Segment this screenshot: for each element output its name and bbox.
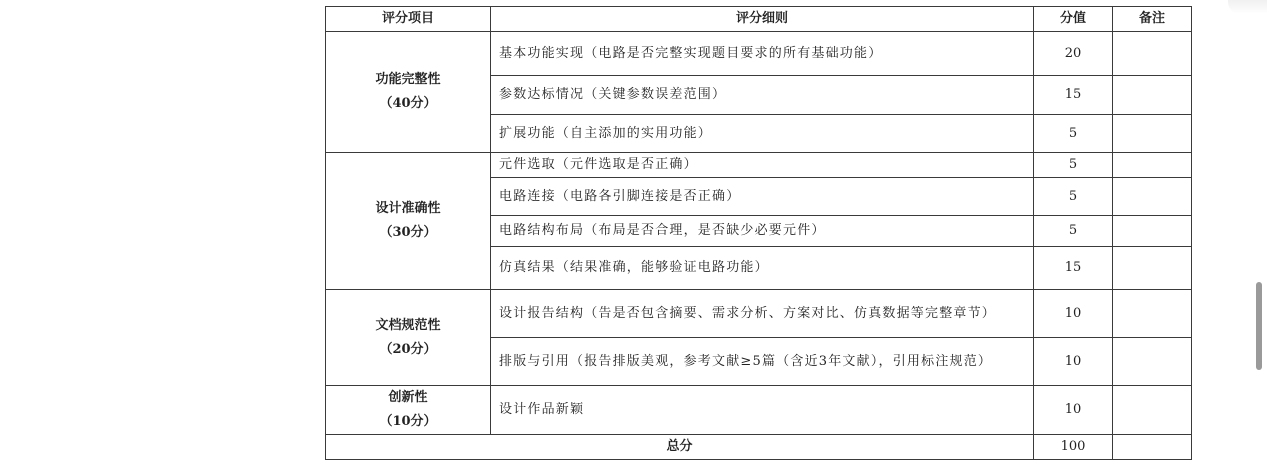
scoring-rubric-table	[325, 6, 1192, 460]
note-cell	[1113, 247, 1192, 290]
score-cell: 20	[1034, 32, 1113, 76]
score-cell: 15	[1034, 247, 1113, 290]
category-weight: （20分）	[379, 341, 437, 357]
note-cell	[1113, 153, 1192, 178]
note-cell	[1113, 435, 1192, 460]
note-cell	[1113, 115, 1192, 153]
note-cell	[1113, 32, 1192, 76]
category-weight: （40分）	[379, 96, 437, 111]
category-cell	[326, 386, 491, 435]
header-detail: 评分细则	[491, 7, 1034, 32]
vertical-scrollbar-thumb[interactable]	[1256, 282, 1262, 370]
score-cell: 10	[1034, 290, 1113, 338]
total-label: 总分	[326, 435, 1034, 460]
header-row	[326, 7, 1192, 32]
table-row	[326, 153, 1192, 178]
note-cell	[1113, 338, 1192, 386]
score-cell: 5	[1034, 216, 1113, 247]
category-name: 功能完整性	[375, 72, 441, 87]
detail-cell: 电路连接（电路各引脚连接是否正确）	[491, 178, 1034, 216]
note-cell	[1113, 178, 1192, 216]
note-cell	[1113, 76, 1192, 115]
detail-cell: 扩展功能（自主添加的实用功能）	[491, 115, 1034, 153]
score-cell: 5	[1034, 153, 1113, 178]
detail-cell: 排版与引用（报告排版美观，参考文献≥5篇（含近3年文献），引用标注规范）	[491, 338, 1034, 386]
note-cell	[1113, 290, 1192, 338]
category-name: 文档规范性	[375, 317, 441, 333]
header-score: 分值	[1034, 7, 1113, 32]
score-cell: 10	[1034, 386, 1113, 435]
table-row	[326, 32, 1192, 76]
detail-cell: 仿真结果（结果准确，能够验证电路功能）	[491, 247, 1034, 290]
category-name: 设计准确性	[375, 201, 441, 216]
category-cell	[326, 153, 491, 290]
note-cell	[1113, 216, 1192, 247]
table-row	[326, 290, 1192, 338]
total-row	[326, 435, 1192, 460]
score-cell: 15	[1034, 76, 1113, 115]
detail-cell: 参数达标情况（关键参数误差范围）	[491, 76, 1034, 115]
note-cell	[1113, 386, 1192, 435]
score-cell: 5	[1034, 115, 1113, 153]
category-name: 创新性	[388, 390, 428, 405]
score-cell: 5	[1034, 178, 1113, 216]
header-note: 备注	[1113, 7, 1192, 32]
score-cell: 10	[1034, 338, 1113, 386]
detail-cell: 基本功能实现（电路是否完整实现题目要求的所有基础功能）	[491, 32, 1034, 76]
total-score: 100	[1034, 435, 1113, 460]
detail-cell: 元件选取（元件选取是否正确）	[491, 153, 1034, 178]
category-cell	[326, 290, 491, 386]
category-weight: （30分）	[379, 225, 437, 240]
category-weight: （10分）	[379, 414, 437, 429]
detail-cell: 设计作品新颖	[491, 386, 1034, 435]
detail-cell: 电路结构布局（布局是否合理，是否缺少必要元件）	[491, 216, 1034, 247]
header-item: 评分项目	[326, 7, 491, 32]
table-row	[326, 386, 1192, 435]
category-cell	[326, 32, 491, 153]
detail-cell: 设计报告结构（告是否包含摘要、需求分析、方案对比、仿真数据等完整章节）	[491, 290, 1034, 338]
top-right-shadow	[1228, 0, 1267, 14]
